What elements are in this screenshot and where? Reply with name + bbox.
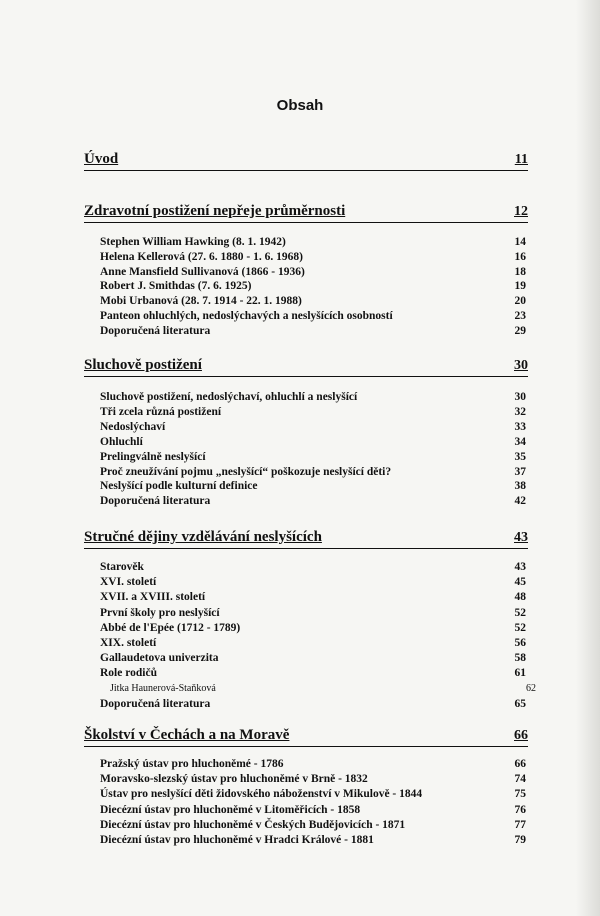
toc-entry-label: Diecézní ústav pro hluchoněmé v Hradci Králové - 1881 [100, 834, 374, 846]
toc-entry-label: XVI. století [100, 576, 157, 589]
toc-entry [100, 294, 526, 308]
toc-entry-label: Nedoslýchaví [100, 420, 166, 433]
toc-entry [100, 405, 526, 419]
toc-entry-label: XIX. století [100, 637, 157, 649]
toc-entry-page: 20 [514, 295, 526, 308]
toc-entry-label: Panteon ohluchlých, nedoslýchavých a neslyšících osobností [100, 310, 393, 322]
toc-entry-page: 74 [514, 773, 526, 786]
toc-entry-label: Tři zcela různá postižení [100, 405, 222, 418]
toc-entry-label: Robert J. Smithdas (7. 6. 1925) [100, 280, 252, 293]
toc-entry-page: 35 [514, 450, 526, 463]
toc-entry-page: 19 [514, 280, 526, 293]
toc-entry-label: Proč zneužívání pojmu „neslyšící“ poškozuje neslyšící děti? [100, 465, 392, 478]
toc-entry-label: Anne Mansfield Sullivanová (1866 - 1936) [100, 265, 305, 278]
section-title: Zdravotní postižení nepřeje průměrnosti [84, 203, 346, 219]
section-page-number: 66 [514, 728, 528, 743]
toc-entry-page: 61 [514, 667, 526, 680]
toc-entry-page: 62 [526, 682, 536, 694]
toc-entry-page: 65 [514, 697, 526, 710]
section-page-number: 30 [514, 358, 528, 373]
toc-entry [100, 787, 526, 801]
toc-entry [100, 309, 526, 323]
section-title: Sluchově postižení [84, 357, 202, 373]
toc-entry [100, 450, 526, 464]
toc-entry [100, 575, 526, 589]
toc-entry-page: 52 [514, 621, 526, 634]
toc-entry [100, 606, 526, 620]
toc-entry-label: Doporučená literatura [100, 324, 211, 337]
toc-entry [110, 682, 536, 696]
toc-entry [100, 636, 526, 650]
toc-entry [100, 235, 526, 249]
toc-entry [100, 590, 526, 604]
toc-entry [100, 757, 526, 771]
section-title: Stručné dějiny vzdělávání neslyšících [84, 529, 322, 545]
toc-entry-label: Role rodičů [100, 667, 157, 680]
toc-entry-label: Sluchově postižení, nedoslýchaví, ohluchlí a neslyšící [100, 391, 358, 403]
section-heading [84, 526, 528, 549]
toc-entry [100, 279, 526, 293]
toc-entry-label: První školy pro neslyšící [100, 606, 220, 619]
section-heading [84, 354, 528, 377]
toc-entry [100, 465, 526, 479]
toc-entry [100, 390, 526, 404]
toc-entry [100, 265, 526, 279]
toc-entry-page: 48 [514, 591, 526, 604]
toc-entry-label: Diecézní ústav pro hluchoněmé v Litoměřicích - 1858 [100, 803, 361, 816]
toc-entry [100, 494, 526, 508]
toc-entry [100, 420, 526, 434]
toc-entry-label: Neslyšící podle kulturní definice [100, 480, 258, 493]
toc-entry-page: 43 [514, 561, 526, 573]
toc-entry-label: Gallaudetova univerzita [100, 652, 219, 665]
toc-entry-page: 30 [514, 391, 526, 403]
toc-entry [100, 250, 526, 264]
toc-entry-page: 16 [514, 250, 526, 263]
toc-entry-label: Prelingválně neslyšící [100, 450, 206, 463]
toc-entry-page: 33 [514, 420, 526, 433]
toc-entry-page: 75 [514, 788, 526, 801]
toc-entry [100, 697, 526, 711]
toc-entry-label: Ústav pro neslyšící děti židovského náboženství v Mikulově - 1844 [100, 788, 423, 801]
toc-entry-page: 29 [514, 324, 526, 337]
toc-entry-label: XVII. a XVIII. století [100, 591, 206, 604]
toc-entry-label: Doporučená literatura [100, 697, 211, 710]
toc-entry-page: 34 [514, 435, 526, 448]
toc-entry-page: 58 [514, 652, 526, 665]
toc-entry-page: 32 [514, 405, 526, 418]
page-edge-shadow [576, 0, 600, 916]
toc-entry-page: 23 [514, 310, 526, 322]
toc-entry-page: 14 [514, 236, 526, 248]
section-title: Úvod [84, 151, 119, 167]
toc-entry-label: Ohluchlí [100, 435, 143, 448]
toc-entry-label: Jitka Haunerová-Staňková [110, 682, 216, 694]
toc-entry [100, 479, 526, 493]
page-title: Obsah [276, 97, 324, 114]
toc-entry-label: Moravsko-slezský ústav pro hluchoněmé v Brně - 1832 [100, 773, 368, 786]
toc-entry-label: Diecézní ústav pro hluchoněmé v Českých Budějovicích - 1871 [100, 818, 406, 831]
toc-entry [100, 324, 526, 338]
toc-entry [100, 833, 526, 847]
toc-entry-label: Stephen William Hawking (8. 1. 1942) [100, 236, 286, 248]
toc-entry-page: 66 [514, 758, 526, 770]
toc-entry-page: 76 [514, 803, 526, 816]
toc-entry-page: 77 [514, 818, 526, 831]
toc-entry-page: 38 [514, 480, 526, 493]
toc-entry-page: 42 [514, 495, 526, 508]
toc-entry-page: 45 [514, 576, 526, 589]
section-title: Školství v Čechách a na Moravě [84, 727, 290, 743]
section-page-number: 43 [514, 530, 528, 545]
section-heading [84, 148, 528, 171]
toc-entry-label: Starověk [100, 561, 144, 573]
section-heading [84, 200, 528, 223]
toc-entry [100, 772, 526, 786]
toc-entry-page: 79 [514, 834, 526, 846]
toc-entry-label: Helena Kellerová (27. 6. 1880 - 1. 6. 1968) [100, 250, 303, 263]
toc-entry-page: 56 [514, 637, 526, 649]
toc-entry [100, 818, 526, 832]
toc-entry-page: 18 [514, 265, 526, 278]
toc-entry-page: 52 [514, 606, 526, 619]
toc-entry [100, 435, 526, 449]
toc-entry-label: Doporučená literatura [100, 495, 211, 508]
section-heading [84, 724, 528, 747]
toc-entry [100, 560, 526, 574]
toc-entry [100, 651, 526, 665]
section-page-number: 12 [514, 204, 528, 219]
toc-entry [100, 666, 526, 680]
toc-entry-label: Mobi Urbanová (28. 7. 1914 - 22. 1. 1988) [100, 295, 302, 308]
toc-entry [100, 621, 526, 635]
section-page-number: 11 [514, 152, 528, 167]
toc-entry-page: 37 [514, 465, 526, 478]
toc-entry-label: Pražský ústav pro hluchoněmé - 1786 [100, 758, 284, 770]
toc-entry-label: Abbé de l'Epée (1712 - 1789) [100, 621, 241, 634]
toc-entry [100, 803, 526, 817]
